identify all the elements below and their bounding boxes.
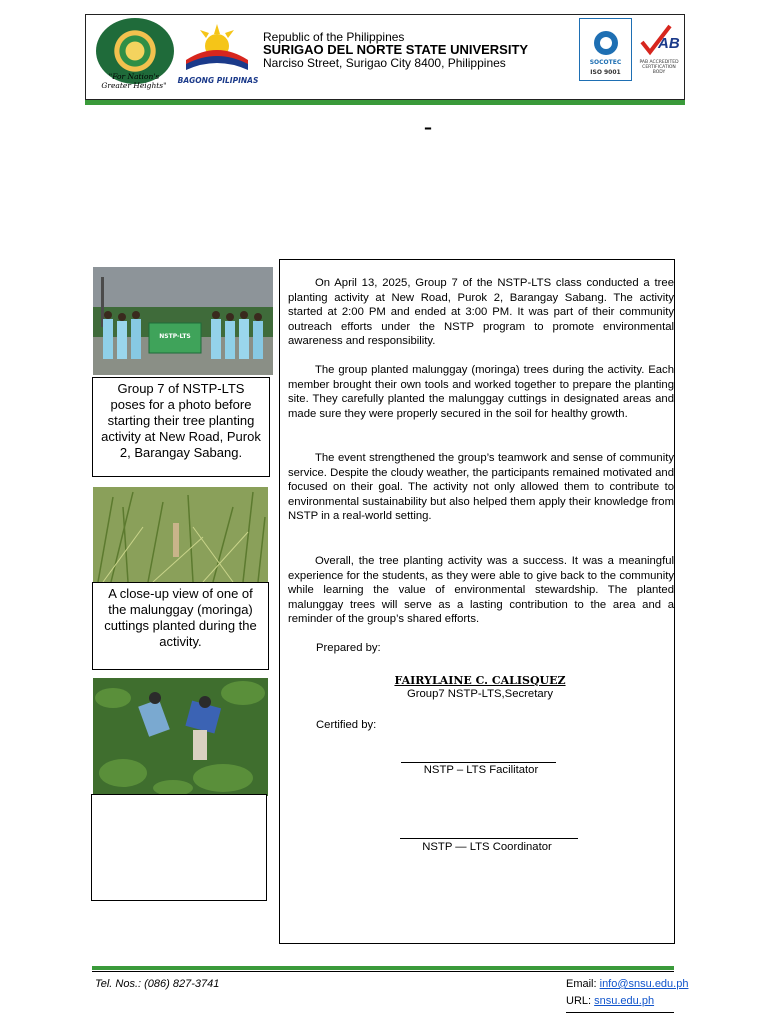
- pab-label: PAB ACCREDITED CERTIFICATION BODY: [639, 60, 679, 75]
- socotec-icon: [594, 31, 618, 55]
- paragraph-text: The group planted malunggay (moringa) trees during the activity. Each member brought their own tools and worked together to prepare the planting site. They carefully planted the malunggay cuttings in designated areas and made sure they were properly secured in the soil for healthy growth.: [288, 364, 674, 420]
- footer-accent-bar: [92, 966, 674, 970]
- report-paragraph-1: [288, 276, 674, 349]
- pab-check-icon: [636, 22, 682, 58]
- footer-rule: [92, 971, 674, 972]
- footer-url: [566, 995, 654, 1007]
- preparer-role: Group7 NSTP-LTS,Secretary: [406, 688, 554, 700]
- group-photo: [93, 267, 273, 375]
- photo3-caption: [91, 794, 267, 901]
- facilitator-label: NSTP – LTS Facilitator: [423, 764, 539, 776]
- footer-telephone: Tel. Nos.: (086) 827-3741: [95, 978, 220, 990]
- republic-label: Republic of the Philippines: [263, 30, 405, 44]
- title-dash: –: [424, 118, 432, 137]
- facilitator-signature-line: [401, 762, 556, 763]
- footer-email: [566, 978, 688, 990]
- photo-banner-text: NSTP-LTS: [159, 333, 191, 340]
- socotec-iso-badge: [579, 18, 632, 81]
- photo1-caption: Group 7 of NSTP-LTS poses for a photo before starting their tree planting activity at New Road, Purok 2, Barangay Sabang.: [92, 377, 270, 477]
- email-label: Email:: [566, 978, 600, 990]
- certified-by-label: Certified by:: [316, 719, 377, 731]
- pab-accreditation-badge: [636, 22, 682, 78]
- bagong-pilipinas-label: BAGONG PILIPINAS: [177, 76, 259, 85]
- header-accent-bar: [85, 100, 685, 105]
- paragraph-text: Overall, the tree planting activity was a success. It was a meaningful experience for the students, as they were able to give back to the community while learning the value of environmental stewardship. The planted malunggay trees will serve as a lasting contribution to the area and a reminder of the group’s shared efforts.: [288, 555, 674, 626]
- socotec-label: SOCOTEC: [589, 59, 622, 66]
- paragraph-text: The event strengthened the group’s teamwork and sense of community service. Despite the cloudy weather, the participants remained motivated and focused on their goal. The activity not only allowed them to contribute to environmental sustainability but also helped them apply their knowledge from NSTP in a real-world setting.: [288, 452, 674, 523]
- bagong-pilipinas-logo: [182, 20, 252, 72]
- coordinator-signature-line: [400, 838, 578, 839]
- url-link[interactable]: snsu.edu.ph: [594, 995, 655, 1007]
- footer-bottom-rule: [566, 1012, 674, 1013]
- university-address: Narciso Street, Surigao City 8400, Philippines: [263, 56, 506, 70]
- report-paragraph-3: [288, 451, 674, 524]
- coordinator-label: NSTP — LTS Coordinator: [422, 841, 552, 853]
- report-paragraph-4: [288, 554, 674, 627]
- prepared-by-label: Prepared by:: [316, 642, 381, 654]
- paragraph-text: On April 13, 2025, Group 7 of the NSTP-LTS class conducted a tree planting activity at New Road, Purok 2, Barangay Sabang. The activity started at 2:00 PM and ended at 3:00 PM. It was part of their community outreach efforts under the NSTP program to promote environmental awareness and responsibility.: [288, 277, 674, 348]
- report-paragraph-2: [288, 363, 674, 421]
- email-link[interactable]: info@snsu.edu.ph: [599, 978, 689, 990]
- malunggay-cutting-photo: [93, 487, 268, 582]
- seal-motto: "For Nation's Greater Heights": [101, 72, 167, 90]
- url-label: URL:: [566, 995, 595, 1007]
- preparer-name: FAIRYLAINE C. CALISQUEZ: [394, 674, 566, 687]
- photo2-caption: A close-up view of one of the malunggay (moringa) cuttings planted during the activity.: [92, 582, 269, 670]
- iso-label: ISO 9001: [590, 69, 621, 76]
- svg-text:AB: AB: [658, 35, 680, 52]
- planting-activity-photo: [93, 678, 268, 796]
- university-name: SURIGAO DEL NORTE STATE UNIVERSITY: [263, 42, 529, 57]
